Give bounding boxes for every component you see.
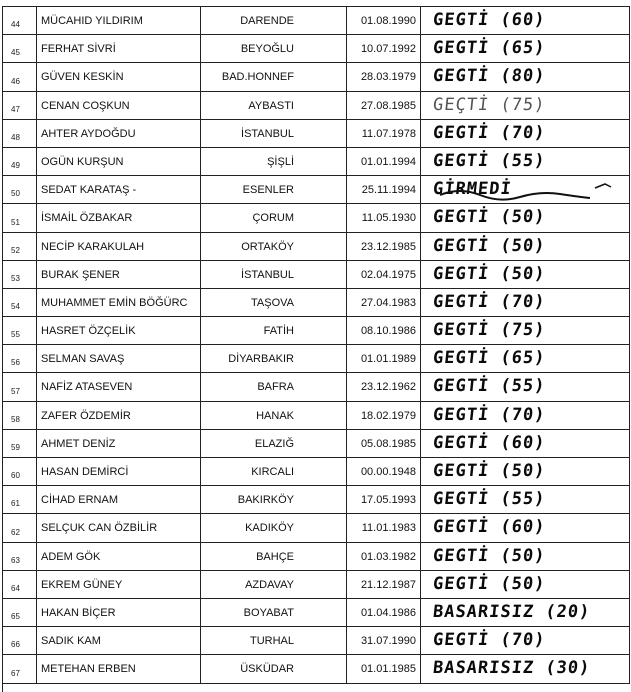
result-handwritten: GİRMEDİ <box>431 179 513 200</box>
birthplace: DİYARBAKIR <box>228 353 294 366</box>
row-number-cell <box>3 120 37 147</box>
result-handwritten: GEÇTİ (75) <box>431 94 547 115</box>
birthplace: TAŞOVA <box>251 296 294 309</box>
birthplace-cell <box>201 317 347 344</box>
result-cell <box>421 289 630 316</box>
birth-date-cell <box>347 148 421 175</box>
result-cell <box>421 176 630 203</box>
full-name: SELÇUK CAN ÖZBİLİR <box>41 522 158 535</box>
birth-date: 05.08.1985 <box>360 437 416 450</box>
table-row <box>3 543 630 571</box>
birthplace-cell <box>201 63 347 90</box>
row-number-cell <box>3 345 37 372</box>
birthplace: İSTANBUL <box>241 268 294 281</box>
birthplace: ELAZIĞ <box>254 437 294 450</box>
full-name-cell <box>37 571 201 598</box>
table-row <box>3 599 630 627</box>
full-name-cell <box>37 458 201 485</box>
result-handwritten: GEGTİ (55) <box>431 150 547 171</box>
row-number-cell <box>3 655 37 682</box>
full-name: EKREM GÜNEY <box>41 578 123 591</box>
full-name: CENAN COŞKUN <box>41 99 130 112</box>
row-number-cell <box>3 176 37 203</box>
row-number-cell <box>3 7 37 34</box>
full-name-cell <box>37 233 201 260</box>
row-number-cell <box>3 148 37 175</box>
table-row <box>3 289 630 317</box>
result-handwritten: GEGTİ (70) <box>431 122 547 143</box>
row-number: 45 <box>11 48 20 58</box>
table-row <box>3 261 630 289</box>
birth-date: 23.12.1985 <box>360 240 416 253</box>
birth-date: 31.07.1990 <box>360 635 416 648</box>
full-name-cell <box>37 373 201 400</box>
full-name: GÜVEN KESKİN <box>41 71 124 84</box>
birth-date: 01.03.1982 <box>360 550 416 563</box>
table-row <box>3 430 630 458</box>
table-row <box>3 92 630 120</box>
result-handwritten: GEGTİ (50) <box>431 207 547 228</box>
table-row <box>3 63 630 91</box>
birth-date: 23.12.1962 <box>360 381 416 394</box>
row-number: 63 <box>11 555 20 565</box>
full-name-cell <box>37 148 201 175</box>
table-row <box>3 317 630 345</box>
row-number-cell <box>3 261 37 288</box>
row-number-cell <box>3 317 37 344</box>
table-row <box>3 402 630 430</box>
result-cell <box>421 373 630 400</box>
full-name-cell <box>37 176 201 203</box>
birth-date-cell <box>347 373 421 400</box>
birthplace-cell <box>201 261 347 288</box>
birth-date-cell <box>347 63 421 90</box>
birth-date: 17.05.1993 <box>360 494 416 507</box>
full-name-cell <box>37 261 201 288</box>
birth-date: 28.03.1979 <box>360 71 416 84</box>
row-number: 61 <box>11 499 20 509</box>
birthplace-cell <box>201 514 347 541</box>
birthplace: TURHAL <box>249 635 294 648</box>
birth-date: 18.02.1979 <box>360 409 416 422</box>
table-row <box>3 7 630 35</box>
result-cell <box>421 627 630 654</box>
birthplace: BAFRA <box>257 381 294 394</box>
birth-date-cell <box>347 345 421 372</box>
row-number-cell <box>3 233 37 260</box>
full-name: İSMAİL ÖZBAKAR <box>41 212 133 225</box>
row-number: 59 <box>11 443 20 452</box>
birth-date: 08.10.1986 <box>360 325 416 338</box>
birth-date: 01.01.1989 <box>360 353 416 366</box>
table-row <box>3 233 630 261</box>
birthplace: KIRCALI <box>251 466 294 478</box>
result-handwritten: GEGTİ (65) <box>431 38 547 59</box>
row-number: 53 <box>11 273 20 283</box>
birthplace-cell <box>201 148 347 175</box>
row-number: 49 <box>11 161 20 171</box>
birth-date-cell <box>347 120 421 147</box>
full-name: AHTER AYDOĞDU <box>41 127 136 140</box>
result-cell <box>421 35 630 62</box>
birthplace-cell <box>201 430 347 457</box>
table-row <box>3 458 630 486</box>
full-name: SELMAN SAVAŞ <box>41 353 125 366</box>
result-cell <box>421 599 630 626</box>
birth-date: 11.07.1978 <box>361 127 416 140</box>
birth-date-cell <box>347 92 421 119</box>
table-row <box>3 486 630 514</box>
full-name: FERHAT SİVRİ <box>41 43 116 56</box>
row-number-cell <box>3 289 37 316</box>
birth-date-cell <box>347 514 421 541</box>
row-number-cell <box>3 458 37 485</box>
birth-date: 01.08.1990 <box>360 15 416 27</box>
result-cell <box>421 543 630 570</box>
full-name: METEHAN ERBEN <box>41 663 136 676</box>
full-name-cell <box>37 317 201 344</box>
birth-date: 02.04.1975 <box>360 268 416 281</box>
birthplace: FATİH <box>263 325 294 338</box>
birthplace-cell <box>201 402 347 429</box>
full-name-cell <box>37 120 201 147</box>
birth-date-cell <box>347 204 421 231</box>
full-name-cell <box>37 402 201 429</box>
full-name-cell <box>37 627 201 654</box>
result-cell <box>421 233 630 260</box>
table-row <box>3 655 630 683</box>
birthplace-cell <box>201 486 347 513</box>
birthplace-cell <box>201 289 347 316</box>
result-handwritten: GEGTİ (70) <box>431 404 547 425</box>
birth-date-cell <box>347 627 421 654</box>
result-handwritten: GEGTİ (60) <box>431 517 547 538</box>
birth-date: 27.08.1985 <box>360 99 416 112</box>
row-number: 48 <box>11 132 20 142</box>
birthplace-cell <box>201 204 347 231</box>
row-number-cell <box>3 92 37 119</box>
full-name-cell <box>37 345 201 372</box>
result-cell <box>421 120 630 147</box>
full-name: HASAN DEMİRCİ <box>41 466 129 478</box>
full-name: ZAFER ÖZDEMİR <box>41 409 131 422</box>
birthplace-cell <box>201 120 347 147</box>
row-number-cell <box>3 543 37 570</box>
birth-date: 11.05.1930 <box>361 212 416 225</box>
row-number-cell <box>3 402 37 429</box>
table-row <box>3 176 630 204</box>
birthplace: İSTANBUL <box>241 127 294 140</box>
full-name: MÜCAHID YILDIRIM <box>41 15 143 27</box>
table-row <box>3 627 630 655</box>
birthplace-cell <box>201 176 347 203</box>
exam-results-table <box>2 6 630 692</box>
row-number: 65 <box>11 612 20 622</box>
table-row <box>3 148 630 176</box>
row-number: 67 <box>11 668 20 678</box>
result-cell <box>421 261 630 288</box>
table-row <box>3 35 630 63</box>
row-number: 47 <box>11 104 20 114</box>
birth-date: 01.04.1986 <box>360 606 416 619</box>
row-number: 46 <box>11 76 20 86</box>
result-handwritten: GEGTİ (50) <box>431 235 547 256</box>
birth-date-cell <box>347 458 421 485</box>
full-name: MUHAMMET EMİN BÖĞÜRC <box>41 296 188 309</box>
table-row <box>3 120 630 148</box>
birth-date: 11.01.1983 <box>361 522 416 535</box>
row-number: 57 <box>11 386 20 396</box>
birth-date-cell <box>347 486 421 513</box>
full-name: HAKAN BİÇER <box>41 606 116 619</box>
table-row <box>3 204 630 232</box>
result-cell <box>421 571 630 598</box>
birthplace-cell <box>201 599 347 626</box>
birthplace: ÜSKÜDAR <box>240 663 294 676</box>
full-name: NECİP KARAKULAH <box>41 240 145 253</box>
row-number: 58 <box>11 414 20 424</box>
row-number-cell <box>3 204 37 231</box>
birthplace: KADIKÖY <box>245 522 294 535</box>
birthplace: AYBASTI <box>248 99 294 112</box>
row-number-cell <box>3 63 37 90</box>
full-name: NAFİZ ATASEVEN <box>41 381 133 394</box>
full-name-cell <box>37 35 201 62</box>
birthplace-cell <box>201 373 347 400</box>
birth-date: 21.12.1987 <box>360 578 416 591</box>
birth-date-cell <box>347 176 421 203</box>
full-name: OGÜN KURŞUN <box>41 155 124 168</box>
birthplace-cell <box>201 571 347 598</box>
birth-date: 25.11.1994 <box>361 184 416 197</box>
birthplace: BEYOĞLU <box>240 43 294 56</box>
result-cell <box>421 204 630 231</box>
birthplace: ORTAKÖY <box>241 240 294 253</box>
result-cell <box>421 317 630 344</box>
row-number: 44 <box>11 20 20 30</box>
row-number: 60 <box>11 471 20 481</box>
row-number-cell <box>3 430 37 457</box>
birth-date-cell <box>347 402 421 429</box>
full-name: AHMET DENİZ <box>41 437 116 450</box>
result-handwritten: GEGTİ (50) <box>431 573 547 594</box>
birth-date-cell <box>347 655 421 682</box>
result-handwritten: GEGTİ (50) <box>431 461 547 481</box>
row-number-cell <box>3 514 37 541</box>
full-name: SADIK KAM <box>41 635 101 648</box>
result-handwritten: BASARISIZ (20) <box>431 601 592 622</box>
row-number: 50 <box>11 189 20 199</box>
birth-date-cell <box>347 599 421 626</box>
birthplace-cell <box>201 92 347 119</box>
full-name-cell <box>37 289 201 316</box>
birth-date: 01.01.1985 <box>360 663 416 676</box>
full-name-cell <box>37 92 201 119</box>
full-name: ADEM GÖK <box>41 550 101 563</box>
row-number: 54 <box>11 302 20 312</box>
birthplace-cell <box>201 458 347 485</box>
birth-date: 00.00.1948 <box>360 466 416 478</box>
birthplace: HANAK <box>256 409 294 422</box>
result-cell <box>421 402 630 429</box>
result-cell <box>421 92 630 119</box>
full-name-cell <box>37 430 201 457</box>
row-number: 64 <box>11 583 20 593</box>
result-cell <box>421 514 630 541</box>
result-cell <box>421 486 630 513</box>
row-number-cell <box>3 373 37 400</box>
result-cell <box>421 63 630 90</box>
birth-date: 27.04.1983 <box>360 296 416 309</box>
row-number: 52 <box>11 245 20 255</box>
full-name: CİHAD ERNAM <box>41 494 119 507</box>
table-row <box>3 514 630 542</box>
birthplace: ŞİŞLİ <box>267 155 294 168</box>
result-handwritten: GEGTİ (70) <box>431 630 547 651</box>
result-cell <box>421 458 630 485</box>
birthplace: BOYABAT <box>243 606 294 619</box>
full-name-cell <box>37 514 201 541</box>
result-handwritten: GEGTİ (75) <box>431 320 547 341</box>
result-cell <box>421 7 630 34</box>
full-name-cell <box>37 7 201 34</box>
birth-date-cell <box>347 317 421 344</box>
row-number: 55 <box>11 330 20 340</box>
result-cell <box>421 148 630 175</box>
full-name: BURAK ŞENER <box>41 268 120 281</box>
result-handwritten: GEGTİ (60) <box>431 432 547 453</box>
birthplace-cell <box>201 7 347 34</box>
birth-date-cell <box>347 35 421 62</box>
result-cell <box>421 655 630 682</box>
birthplace: ÇORUM <box>252 212 294 225</box>
row-number-cell <box>3 599 37 626</box>
birth-date-cell <box>347 233 421 260</box>
row-number-cell <box>3 486 37 513</box>
birthplace: AZDAVAY <box>245 578 294 591</box>
result-handwritten: GEGTİ (50) <box>431 545 547 566</box>
birthplace: ESENLER <box>242 184 294 197</box>
birthplace-cell <box>201 35 347 62</box>
birthplace: BAKIRKÖY <box>237 494 294 507</box>
result-handwritten: BASARISIZ (30) <box>431 658 592 679</box>
table-row <box>3 373 630 401</box>
result-handwritten: GEGTİ (60) <box>431 10 547 30</box>
row-number-cell <box>3 627 37 654</box>
result-handwritten: GEGTİ (80) <box>431 66 547 87</box>
birthplace-cell <box>201 345 347 372</box>
birthplace-cell <box>201 655 347 682</box>
result-handwritten: GEGTİ (50) <box>431 263 547 284</box>
birth-date-cell <box>347 543 421 570</box>
birthplace: BAHÇE <box>256 550 294 563</box>
full-name: SEDAT KARATAŞ - <box>41 184 137 197</box>
result-handwritten: GEGTİ (65) <box>431 348 547 369</box>
result-cell <box>421 430 630 457</box>
birth-date-cell <box>347 7 421 34</box>
birth-date: 01.01.1994 <box>360 155 416 168</box>
full-name-cell <box>37 204 201 231</box>
table-row <box>3 571 630 599</box>
result-handwritten: GEGTİ (55) <box>431 376 547 397</box>
row-number: 62 <box>11 527 20 537</box>
birthplace: BAD.HONNEF <box>221 71 294 84</box>
full-name-cell <box>37 655 201 682</box>
birth-date-cell <box>347 289 421 316</box>
birth-date-cell <box>347 571 421 598</box>
table-row <box>3 345 630 373</box>
full-name-cell <box>37 599 201 626</box>
row-number: 56 <box>11 358 20 368</box>
full-name: HASRET ÖZÇELİK <box>41 325 136 338</box>
full-name-cell <box>37 486 201 513</box>
birthplace-cell <box>201 627 347 654</box>
birthplace-cell <box>201 543 347 570</box>
birth-date-cell <box>347 430 421 457</box>
full-name-cell <box>37 543 201 570</box>
birth-date-cell <box>347 261 421 288</box>
full-name-cell <box>37 63 201 90</box>
birthplace: DARENDE <box>240 15 294 27</box>
row-number-cell <box>3 571 37 598</box>
row-number-cell <box>3 35 37 62</box>
result-cell <box>421 345 630 372</box>
row-number: 51 <box>11 217 20 227</box>
row-number: 66 <box>11 640 20 650</box>
result-handwritten: GEGTİ (55) <box>431 489 547 510</box>
birth-date: 10.07.1992 <box>360 43 416 56</box>
birthplace-cell <box>201 233 347 260</box>
result-handwritten: GEGTİ (70) <box>431 291 547 312</box>
